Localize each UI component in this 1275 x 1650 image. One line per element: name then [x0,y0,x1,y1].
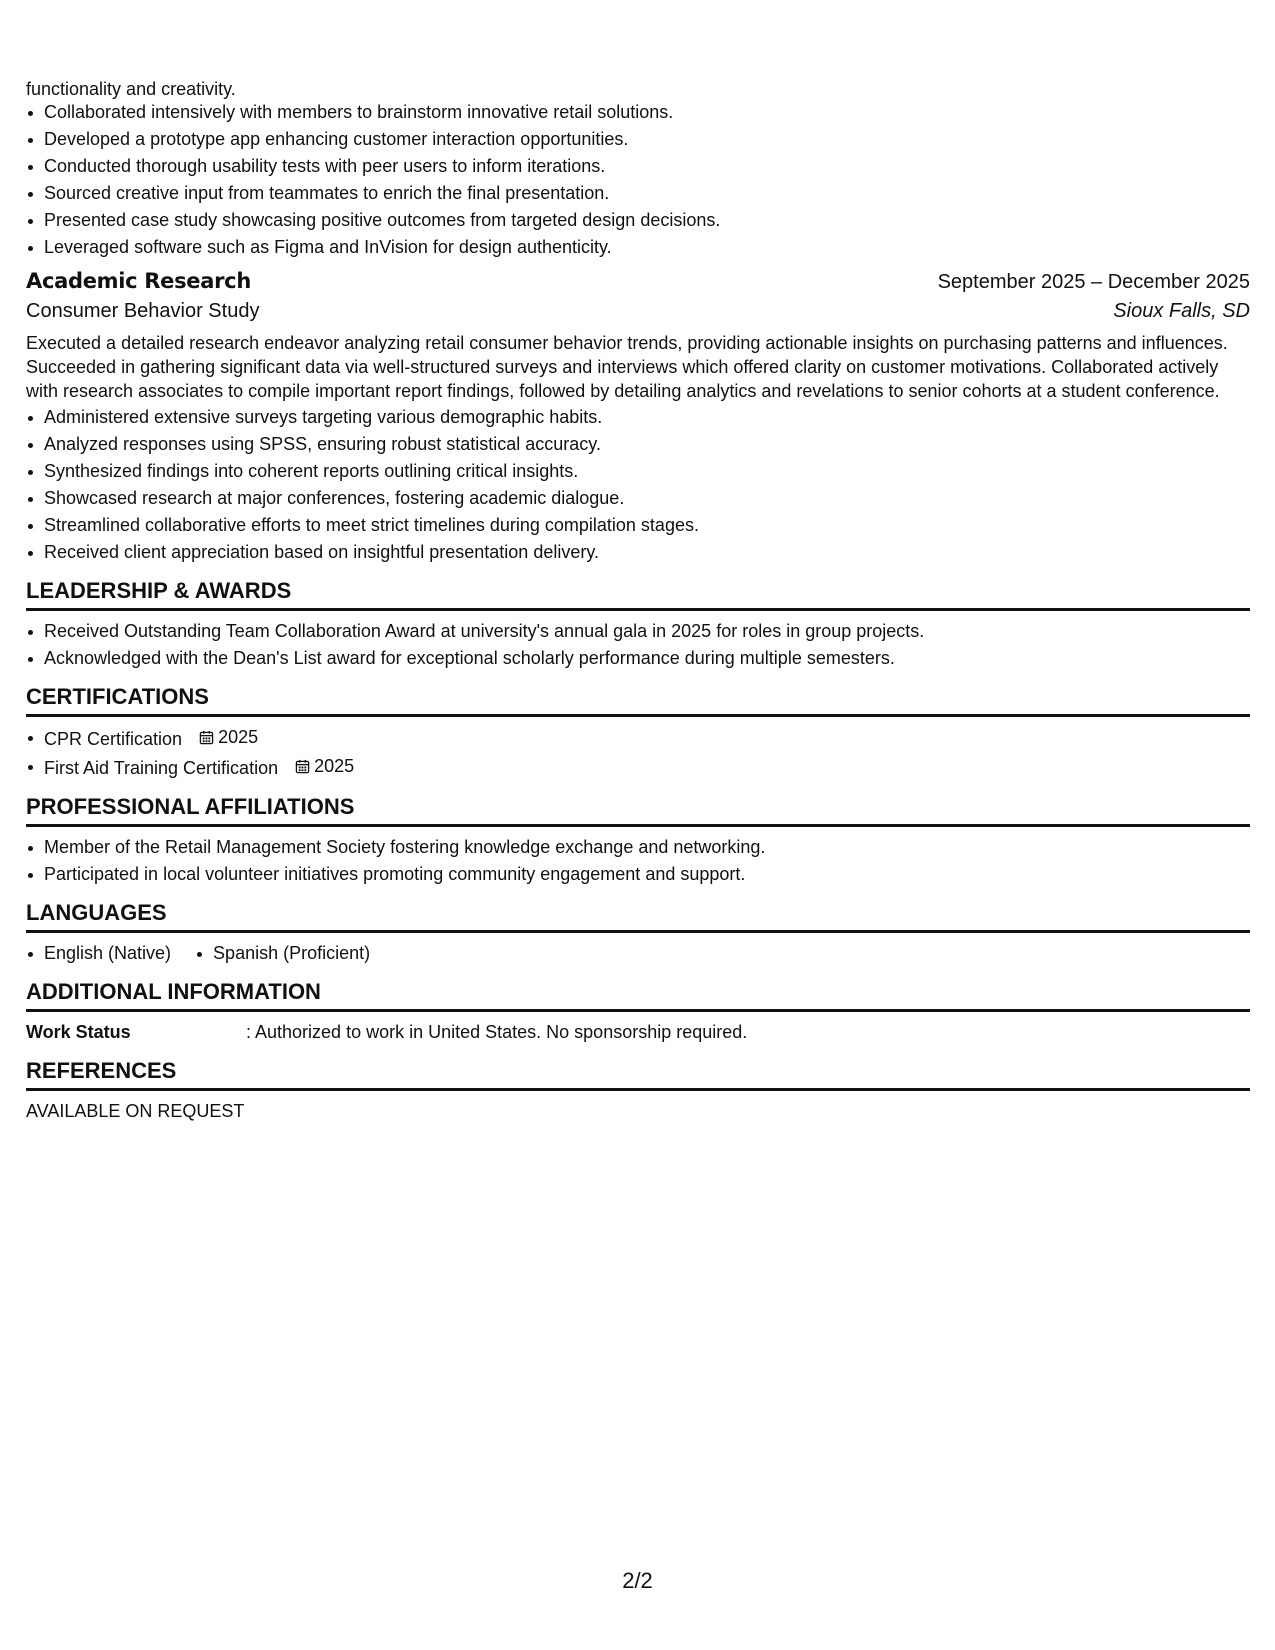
entry-dates: September 2025 – December 2025 [937,271,1250,293]
work-status-label: Work Status [26,1022,131,1042]
references-text: AVAILABLE ON REQUEST [26,1101,245,1121]
list-item: Received client appreciation based on insightful presentation delivery. [26,541,1250,564]
certification-date [295,755,354,778]
list-item: Showcased research at major conferences, fostering academic dialogue. [26,487,1250,510]
continuation-text: functionality and creativity. [26,79,236,99]
list-item: Participated in local volunteer initiatives promoting community engagement and support. [26,863,1250,886]
research-entry-subheader [26,300,1250,323]
section-heading-leadership: LEADERSHIP & AWARDS [26,578,1250,611]
list-item: Sourced creative input from teammates to enrich the final presentation. [26,182,1250,205]
calendar-icon [199,730,214,745]
section-heading-references: REFERENCES [26,1058,1250,1091]
list-item: Presented case study showcasing positive outcomes from targeted design decisions. [26,209,1250,232]
certification-item [26,755,1250,780]
list-item: Acknowledged with the Dean's List award for exceptional scholarly performance during multiple semesters. [26,647,1250,670]
list-item: Member of the Retail Management Society fostering knowledge exchange and networking. [26,836,1250,859]
section-heading-affiliations: PROFESSIONAL AFFILIATIONS [26,794,1250,827]
list-item: Received Outstanding Team Collaboration Award at university's annual gala in 2025 for roles in group projects. [26,620,1250,643]
page-number: 2/2 [622,1568,653,1593]
list-item: Developed a prototype app enhancing customer interaction opportunities. [26,128,1250,151]
entry-description: Executed a detailed research endeavor analyzing retail consumer behavior trends, providing actionable insights on purchasing patterns and influences. Succeeded in gathering significant data via well-structured surveys and interviews which offered clarity on customer motivations. Collaborated actively with research associates to compile important report findings, followed by detailing analytics and revelations to senior cohorts at a student conference. [26,333,1228,401]
entry-title: Academic Research [26,269,251,293]
language-item: English (Native) [26,942,171,965]
list-item: Leveraged software such as Figma and InVision for design authenticity. [26,236,1250,259]
certification-name: First Aid Training Certification [44,758,279,778]
leadership-bullet-list [26,620,1250,670]
list-item: Analyzed responses using SPSS, ensuring robust statistical accuracy. [26,433,1250,456]
section-heading-languages: LANGUAGES [26,900,1250,933]
list-item: Collaborated intensively with members to brainstorm innovative retail solutions. [26,101,1250,124]
research-bullet-list [26,406,1250,564]
affiliations-bullet-list [26,836,1250,886]
list-item: Conducted thorough usability tests with peer users to inform iterations. [26,155,1250,178]
language-item: Spanish (Proficient) [195,942,370,965]
certifications-list [26,726,1250,780]
certification-name: CPR Certification [44,729,183,749]
entry-location: Sioux Falls, SD [1113,300,1250,322]
calendar-icon [295,759,310,774]
list-item: Streamlined collaborative efforts to meet strict timelines during compilation stages. [26,514,1250,537]
resume-page [26,78,1250,1123]
work-status-row [26,1021,1250,1044]
work-status-value: : Authorized to work in United States. No sponsorship required. [246,1022,748,1042]
list-item: Administered extensive surveys targeting various demographic habits. [26,406,1250,429]
certification-item [26,726,1250,751]
certification-date [199,726,258,749]
section-heading-additional-info: ADDITIONAL INFORMATION [26,979,1250,1012]
languages-list [26,942,1250,965]
research-entry-header [26,269,1250,294]
entry-subtitle: Consumer Behavior Study [26,300,260,322]
list-item: Synthesized findings into coherent reports outlining critical insights. [26,460,1250,483]
section-heading-certifications: CERTIFICATIONS [26,684,1250,717]
certification-year: 2025 [314,756,355,776]
certification-year: 2025 [218,727,259,747]
project-bullet-list [26,101,1250,259]
